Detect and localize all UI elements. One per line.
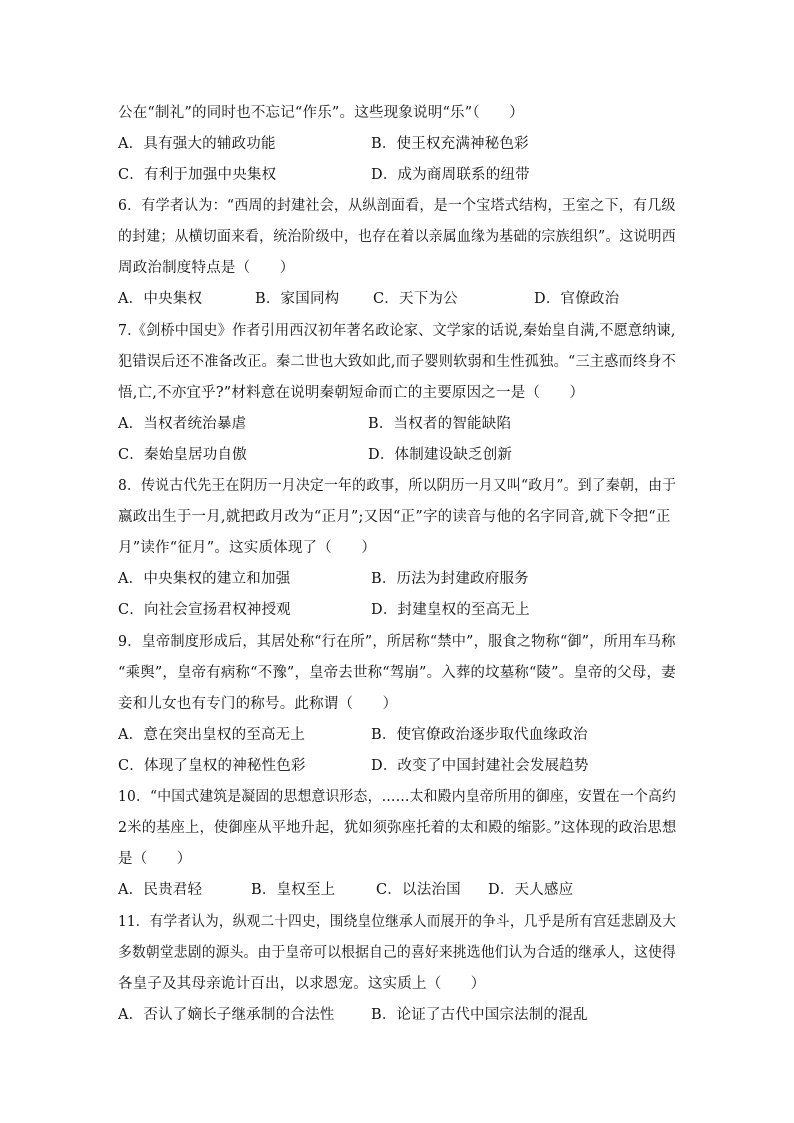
q10-option-c: C．以法治国 [376,882,461,898]
q6-stem-line-3: 周政治制度特点是（ ） [118,260,295,276]
q10-option-d: D．天人感应 [488,882,574,898]
q9-option-c: C．体现了皇权的神秘性色彩 [118,758,306,774]
q9-option-d: D．改变了中国封建社会发展趋势 [371,758,589,774]
q6-option-a: A．中央集权 [118,291,203,307]
q9-stem-line-3: 妾和儿女也有专门的称号。此称谓（ ） [118,696,398,712]
q8-stem-line-1: 8．传说古代先王在阴历一月决定一年的政事，所以阴历一月又叫“政月”。到了秦朝，由于 [118,478,677,494]
q5-option-a: A．具有强大的辅政功能 [118,136,276,152]
q10-stem-line-2: 2米的基座上，使御座从平地升起，犹如须弥座托着的太和殿的缩影。”这体现的政治思想 [118,820,677,836]
q7-stem-line-3: 悟,亡,不亦宜乎?”材料意在说明秦朝短命而亡的主要原因之一是（ ） [118,385,585,401]
q11-option-b: B．论证了古代中国宗法制的混乱 [371,1007,588,1023]
q5-stem-line-1: 公在“制礼”的同时也不忘记“作乐”。这些现象说明“乐”（ ） [118,105,524,121]
q10-stem-line-3: 是（ ） [118,851,192,867]
q5-option-d: D．成为商周联系的纽带 [371,167,530,183]
q6-option-d: D．官僚政治 [534,291,620,307]
q11-option-a: A．否认了嫡长子继承制的合法性 [118,1007,335,1023]
q7-stem-line-1: 7.《剑桥中国史》作者引用西汉初年著名政论家、文学家的话说,秦始皇自满,不愿意纳谏, [118,323,676,339]
q5-option-c: C．有利于加强中央集权 [118,167,277,183]
q7-option-a: A．当权者统治暴虐 [118,416,247,432]
q7-stem-line-2: 犯错误后还不准备改正。秦二世也大致如此,而子婴则软弱和生性孤独。“三主惑而终身不 [118,354,677,370]
q6-stem-line-1: 6．有学者认为：“西周的封建社会，从纵剖面看，是一个宝塔式结构，王室之下，有几级 [118,198,676,214]
q11-stem-line-1: 11．有学者认为，纵观二十四史，围绕皇位继承人而展开的争斗，几乎是所有宫廷悲剧及大 [118,914,677,930]
q6-option-c: C．天下为公 [373,291,458,307]
q7-option-d: D．体制建设缺乏创新 [368,447,513,463]
q9-option-a: A．意在突出皇权的至高无上 [118,727,306,743]
q8-option-b: B．历法为封建政府服务 [371,571,529,587]
q11-stem-line-3: 各皇子及其母亲诡计百出，以求恩宠。这实质上（ ） [118,976,486,992]
q6-option-b: B．家国同构 [255,291,340,307]
q7-option-b: B．当权者的智能缺陷 [368,416,512,432]
q9-option-b: B．使官僚政治逐步取代血缘政治 [371,727,588,743]
q11-stem-line-2: 多数朝堂悲剧的源头。由于皇帝可以根据自己的喜好来挑选他们认为合适的继承人，这使得 [118,945,677,961]
q10-option-b: B．皇权至上 [251,882,336,898]
q8-stem-line-3: 月”读作“征月”。这实质体现了（ ） [118,540,377,556]
q8-option-a: A．中央集权的建立和加强 [118,571,291,587]
q10-stem-line-1: 10．“中国式建筑是凝固的思想意识形态，……太和殿内皇帝所用的御座，安置在一个高约 [118,789,677,805]
q9-stem-line-1: 9．皇帝制度形成后，其居处称“行在所”，所居称“禁中”，服食之物称“御”，所用车马称 [118,634,676,650]
q8-option-c: C．向社会宣扬君权神授观 [118,602,291,618]
q6-stem-line-2: 的封建；从横切面来看，统治阶级中，也存在着以亲属血缘为基础的宗族组织”。这说明西 [118,229,676,245]
q5-option-b: B．使王权充满神秘色彩 [371,136,529,152]
q9-stem-line-2: “乘舆”，皇帝有病称“不豫”，皇帝去世称“驾崩”。入葬的坟墓称“陵”。皇帝的父母，妻 [118,665,676,681]
q7-option-c: C．秦始皇居功自傲 [118,447,247,463]
q8-option-d: D．封建皇权的至高无上 [371,602,530,618]
q10-option-a: A．民贵君轻 [118,882,203,898]
q8-stem-line-2: 嬴政出生于一月,就把政月改为“正月”;又因“正”字的读音与他的名字同音,就下令把“正 [118,509,671,525]
